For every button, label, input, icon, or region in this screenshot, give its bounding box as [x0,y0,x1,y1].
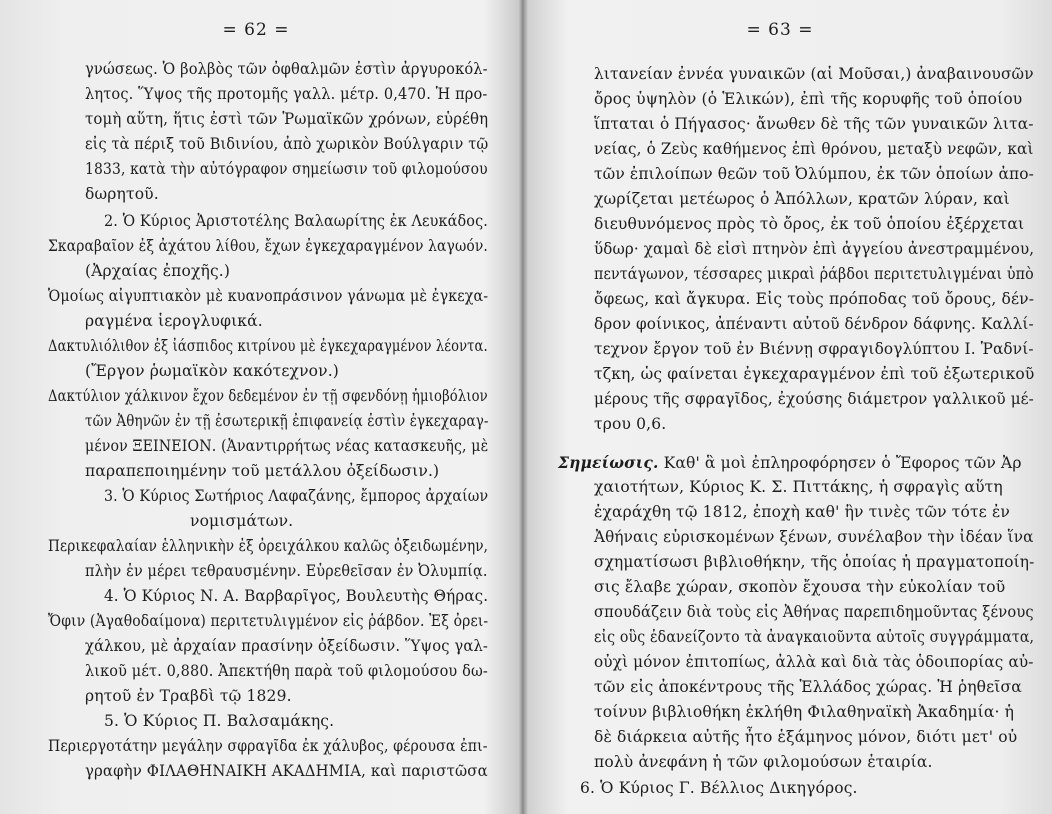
note-first-line [558,455,1022,472]
text-line: Περικεφαλαίαν ἑλληνικὴν ἐξ ὀρειχάλκου καλῶς ὀξειδωμένην, [48,537,489,555]
page-number: = 62 = [222,20,290,40]
text-line: Σκαραβαῖον ἐξ ἀχάτου λίθου, ἔχων ἐγκεχαραγμένον λαγωόν. [48,237,488,255]
text-line: γνώσεως. Ὁ βολβὸς τῶν ὀφθαλμῶν ἐστὶν ἀργυροκόλ- [85,60,488,78]
text-line: ὄφεως, καὶ ἄγκυρα. Εἰς τοὺς πρόποδας τοῦ ὄρους, δέν- [594,290,1035,308]
text-line: Ἀθήναις εὑρισκομένων ξένων, συνέλαβον τὴν ἰδέαν ἵνα [594,528,1034,546]
text-line: χάλκου, μὲ ἀρχαίαν πρασίνην ὀξείδωσιν. Ὕψος γαλ- [85,637,489,655]
text-line: τῶν ἐπιλοίπων θεῶν τοῦ Ὀλύμπου, ἐκ τῶν ὁποίων ἀπο- [594,165,1035,183]
text-line: Δακτυλιόλιθον ἐξ ἰάσπιδος κιτρίνου μὲ ἐγκεχαραγμένον λέοντα. [48,337,488,355]
text-line: λικοῦ μέτ. 0,880. Ἀπεκτήθη παρὰ τοῦ φιλομούσου δω- [85,662,488,680]
right-page [514,0,1052,814]
text-line: παραπεποιημένην τοῦ μετάλλου ὀξείδωσιν.) [85,462,440,480]
text-line: εἰς τὰ πέριξ τοῦ Βιδινίου, ἀπὸ χωρικὸν Βούλγαριν τῷ [85,135,489,153]
text-line: πολὺ ἀνεφάνη ἡ τῶν φιλομούσων ἑταιρία. [594,753,933,771]
text-line: εἰς οὓς ἐδανείζοντο τὰ ἀναγκαιοῦντα αὐτοῖς συγγράμματα, [594,628,1035,646]
text-line: ἵπταται ὁ Πήγασος· ἄνωθεν δὲ τῆς τῶν γυναικῶν λιτα- [594,115,1034,133]
text-line: οὐχὶ μόνον ἐπιτοπίως, ἀλλὰ καὶ διὰ τὰς ὁδοιπορίας αὐ- [594,653,1034,671]
donor-heading: 3. Ὁ Κύριος Σωτήριος Λαφαζάνης, ἔμπορος ἀρχαίων [104,487,489,505]
text-line: χωρίζεται μετέωρος ὁ Ἀπόλλων, κρατῶν λύραν, καὶ [594,190,1010,208]
text-line: μέρους τῆς σφραγῖδος, ἐχούσης διάμετρον γαλλικοῦ μέ- [594,390,1034,408]
text-line: δωρητοῦ. [85,185,159,203]
text-line: μένον ΞΕΙΝΕΙΟΝ. (Ἀναντιρρήτως νέας κατασκευῆς, μὲ [85,437,489,455]
text-line: πεντάγωνον, τέσσαρες μικραὶ ῥάβδοι περιτετυλιγμέναι ὑπὸ [594,265,1034,283]
text-line: (Ἀρχαίας ἐποχῆς.) [85,262,231,280]
text-line: Δακτύλιον χάλκινον ἔχον δεδεμένον ἐν τῇ σφενδόνῃ ἡμιοβόλιον [48,387,488,405]
text-line: δρον φοίνικος, ἀπέναντι αὐτοῦ δένδρον δάφνης. Καλλί- [594,315,1034,333]
donor-heading: 2. Ὁ Κύριος Ἀριστοτέλης Βαλαωρίτης ἐκ Λευκάδος. [104,212,489,230]
text-line: νομισμάτων. [190,512,294,530]
left-page [0,0,506,814]
text-line: λιτανείαν ἐννέα γυναικῶν (αἱ Μοῦσαι,) ἀναβαινουσῶν [594,65,1034,83]
donor-heading: 4. Ὁ Κύριος Ν. Α. Βαρβαρῖγος, Βουλευτὴς Θήρας. [104,587,489,605]
text-line: γραφὴν ΦΙΛΑΘΗΝΑΙΚΗ ΑΚΑΔΗΜΙΑ, καὶ παριστῶσα [85,762,488,780]
text-line: τῶν Ἀθηνῶν ἐν τῇ ἐσωτερικῇ ἐπιφανείᾳ ἐστὶν ἐγκεχαραγ- [85,412,489,430]
text-line: λητος. Ὕψος τῆς προτομῆς γαλλ. μέτρ. 0,470. Ἡ προ- [85,85,488,103]
text-line: δὲ διάρκεια αὐτῆς ἦτο ἑξάμηνος μόνον, διότι μετ' οὐ [594,728,1018,746]
text-line: 1833, κατὰ τὴν αὐτόγραφον σημείωσιν τοῦ φιλομούσου [85,160,488,178]
page-number: = 63 = [746,20,814,40]
text-line: ἐχαράχθη τῷ 1812, ἐποχὴ καθ' ἣν τινὲς τῶν τότε ἐν [594,503,1010,521]
text-line: τοίνυν βιβλιοθήκη ἐκλήθη Φιλαθηναϊκὴ Ἀκαδημία· ἡ [594,703,1015,721]
text-line: πλὴν ἐν μέρει τεθραυσμένην. Εὑρεθεῖσαν ἐν Ὀλυμπίᾳ. [85,562,488,580]
text-line: διευθυνόμενος πρὸς τὸ ὄρος, ἐκ τοῦ ὁποίου ἐξέρχεται [594,215,1025,233]
text-line: Ὄφιν (Ἀγαθοδαίμονα) περιτετυλιγμένον εἰς ῥάβδον. Ἐξ ὀρει- [48,612,489,630]
donor-heading: 6. Ὁ Κύριος Γ. Βέλλιος Δικηγόρος. [580,779,858,797]
note-label: Σημείωσις. [558,453,659,472]
text-line: ὕδωρ· χαμαὶ δὲ εἰσὶ πτηνὸν ἐπὶ ἀγγείου ἀνεστραμμένου, [594,240,1035,258]
text-line: τρου 0,6. [594,415,667,433]
text-line: Ὁμοίως αἰγυπτιακὸν μὲ κυανοπράσινον γάνωμα μὲ ἐγκεχα- [48,287,489,305]
note-text: Καθ' ἃ μοὶ ἐπληροφόρησεν ὁ Ἔφορος τῶν Ἀρ [663,454,1022,472]
text-line: τζκη, ὡς φαίνεται ἐγκεχαραγμένον ἐπὶ τοῦ ἐξωτερικοῦ [594,365,1035,383]
donor-heading: 5. Ὁ Κύριος Π. Βαλσαμάκης. [104,712,335,730]
text-line: τομὴ αὕτη, ἥτις ἐστὶ τῶν Ῥωμαϊκῶν χρόνων, εὑρέθη [85,110,489,128]
text-line: ραγμένα ἱερογλυφικά. [85,312,263,330]
text-line: Περιεργοτάτην μεγάλην σφραγῖδα ἐκ χάλυβος, φέρουσα ἐπι- [48,737,488,755]
text-line: σις ἔλαβε χώραν, σκοπὸν ἔχουσα τὴν εὐκολίαν τοῦ [594,578,1006,596]
text-line: τεχνον ἔργον τοῦ ἐν Βιέννῃ σφραγιδογλύπτου Ι. Ῥαδνί- [594,340,1034,358]
text-line: ρητοῦ ἐν Τραβδὶ τῷ 1829. [85,687,292,705]
text-line: χαιοτήτων, Κύριος Κ. Σ. Πιττάκης, ἡ σφραγὶς αὕτη [594,478,1003,496]
text-line: (Ἔργον ῥωμαϊκὸν κακότεχνον.) [85,362,339,380]
text-line: νείας, ὁ Ζεὺς καθήμενος ἐπὶ θρόνου, μεταξὺ νεφῶν, καὶ [594,140,1034,158]
text-line: σπουδάζειν διὰ τοὺς εἰς Ἀθήνας παρεπιδημοῦντας ξένους [594,603,1034,621]
text-line: τῶν εἰς ἀποκέντρους τῆς Ἑλλάδος χώρας. Ἡ ῥηθεῖσα [594,678,1022,696]
text-line: ὄρος ὑψηλὸν (ὁ Ἑλικών), ἐπὶ τῆς κορυφῆς τοῦ ὁποίου [594,90,1023,108]
text-line: σχηματίσωσι βιβλιοθήκην, τῆς ὁποίας ἡ πραγματοποίη- [594,553,1035,571]
